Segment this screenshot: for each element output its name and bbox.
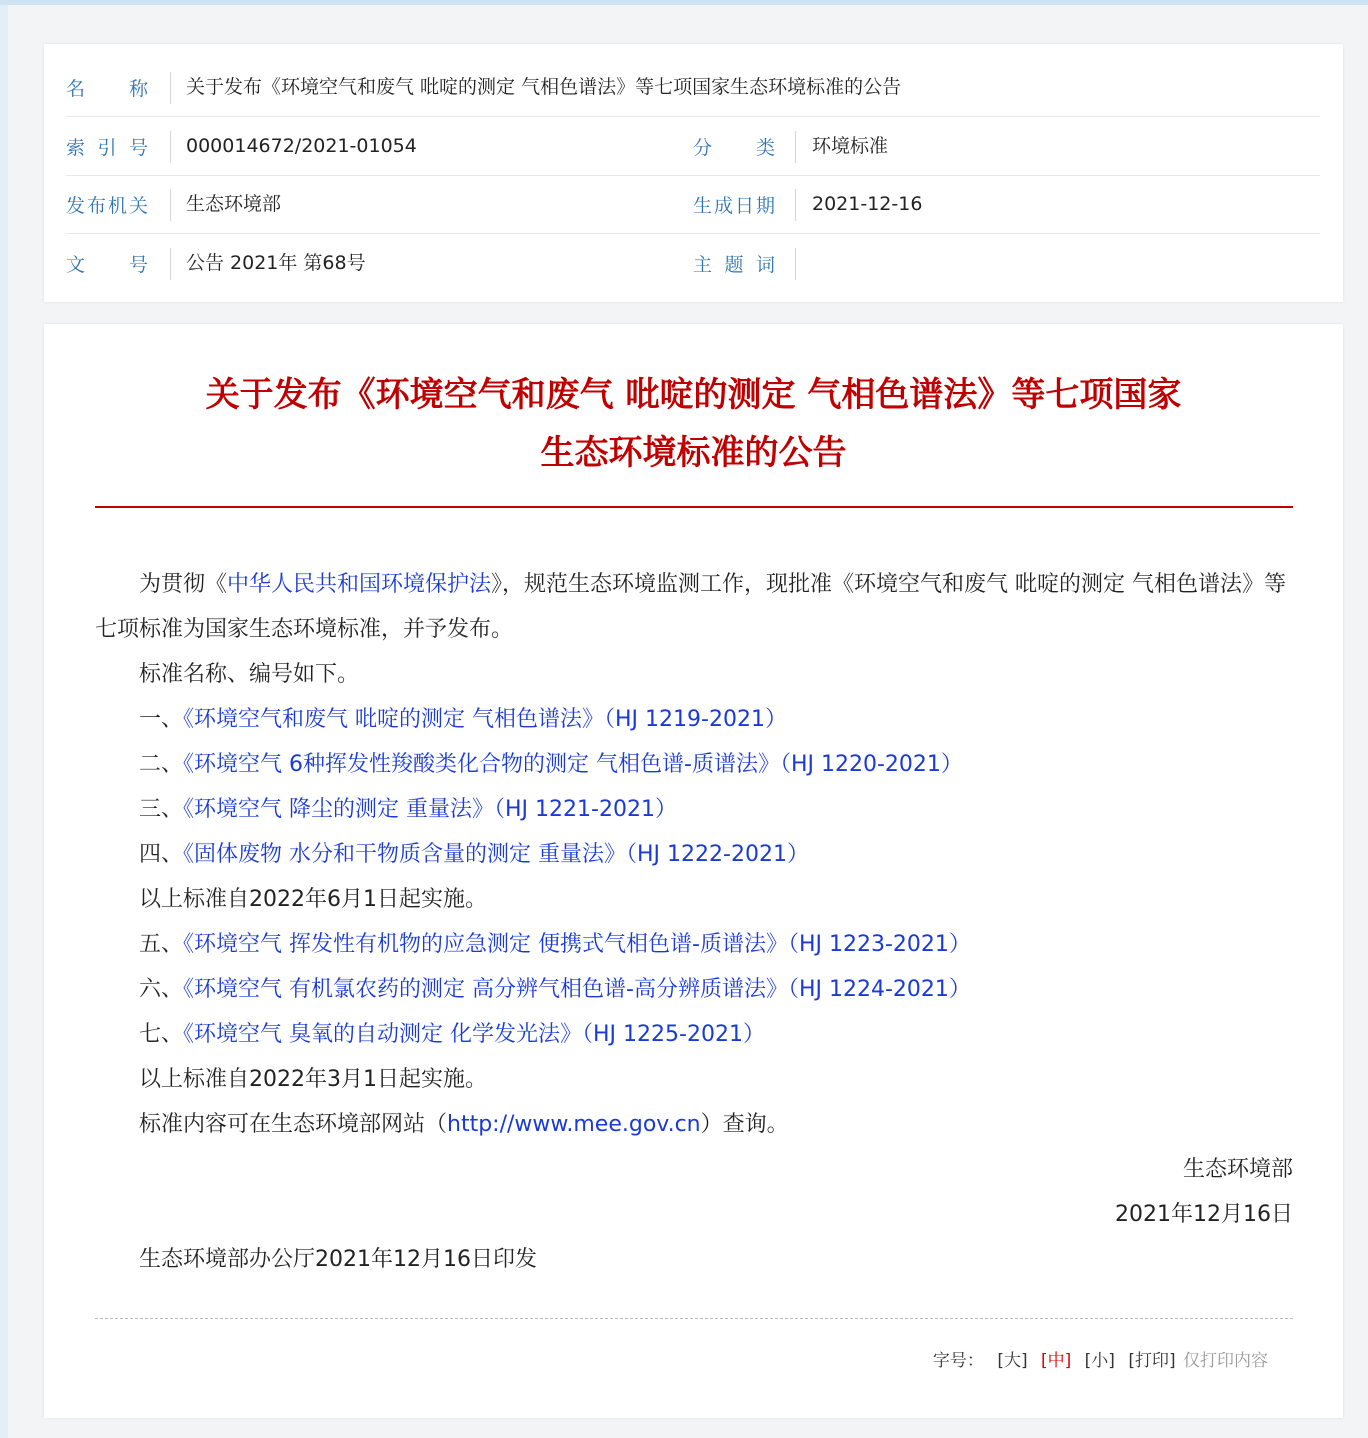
standard-link[interactable]: 《环境空气 有机氯农药的测定 高分辨气相色谱-高分辨质谱法》（HJ 1224-2021） (183, 977, 971, 1002)
font-size-toolbar (933, 1346, 1268, 1371)
article-body (95, 562, 1293, 1282)
standard-link[interactable]: 《环境空气 挥发性有机物的应急测定 便携式气相色谱-质谱法》（HJ 1223-2021） (183, 932, 971, 957)
name-label: 名 称 (66, 78, 148, 100)
publisher-value: 生态环境部 (186, 193, 282, 215)
standard-number: 六、 (139, 977, 184, 1002)
index-label: 索 引 号 (66, 137, 148, 159)
divider (795, 189, 796, 221)
article-title-line-1: 关于发布《环境空气和废气 吡啶的测定 气相色谱法》等七项国家 (205, 375, 1182, 415)
standard-item (95, 787, 1293, 832)
standard-item (95, 967, 1293, 1012)
font-large-button[interactable]: [大] (997, 1351, 1028, 1371)
environmental-law-link[interactable]: 中华人民共和国环境保护法 (227, 572, 492, 597)
category-value: 环境标准 (812, 135, 889, 157)
standard-item (95, 742, 1293, 787)
subject-label: 主 题 词 (693, 254, 775, 276)
standard-link[interactable]: 《固体废物 水分和干物质含量的测定 重量法》（HJ 1222-2021） (183, 842, 809, 867)
query-prefix: 标准内容可在生态环境部网站（ (139, 1112, 448, 1137)
date-label: 生成日期 (693, 195, 775, 217)
doc-no-label: 文 号 (66, 254, 148, 276)
standard-number: 一、 (139, 707, 184, 732)
standard-item (95, 832, 1293, 877)
standard-link[interactable]: 《环境空气 臭氧的自动测定 化学发光法》（HJ 1225-2021） (183, 1022, 765, 1047)
standard-item (95, 922, 1293, 967)
standard-item (95, 1012, 1293, 1057)
list-intro: 标准名称、编号如下。 (139, 662, 360, 687)
signature-org: 生态环境部 (1182, 1157, 1293, 1182)
intro-prefix: 为贯彻《 (139, 572, 228, 597)
left-accent-bar (0, 5, 8, 1438)
standard-item (95, 697, 1293, 742)
effective-date-note-1: 以上标准自2022年6月1日起实施。 (139, 887, 487, 912)
publisher-label: 发布机关 (66, 195, 148, 217)
standard-number: 五、 (139, 932, 184, 957)
article-card (44, 324, 1343, 1418)
effective-date-note-2: 以上标准自2022年3月1日起实施。 (139, 1067, 487, 1092)
font-size-label: 字号： (932, 1351, 984, 1371)
doc-no-value: 公告 2021年 第68号 (186, 252, 366, 274)
standard-number: 四、 (139, 842, 184, 867)
intro-paragraph (95, 562, 1293, 652)
date-value: 2021-12-16 (812, 193, 923, 215)
query-suffix: ）查询。 (700, 1112, 789, 1137)
info-row-docno (66, 234, 1320, 292)
standard-link[interactable]: 《环境空气 6种挥发性羧酸类化合物的测定 气相色谱-质谱法》（HJ 1220-2021） (183, 752, 963, 777)
signature-date: 2021年12月16日 (1115, 1202, 1293, 1227)
footer-divider (95, 1318, 1293, 1319)
intro-suffix: 》，规范生态环境监测工作，现批准《环境空气和废气 吡啶的测定 气相色谱法》等七项标准为国家生态环境标准，并予发布。 (95, 572, 1287, 642)
standard-link[interactable]: 《环境空气 降尘的测定 重量法》（HJ 1221-2021） (183, 797, 677, 822)
print-content-only-button[interactable]: 仅打印内容 (1183, 1351, 1268, 1371)
document-info-table (44, 44, 1343, 302)
top-accent-bar (0, 0, 1368, 5)
divider (170, 189, 171, 221)
index-value: 000014672/2021-01054 (186, 135, 417, 157)
divider (170, 131, 171, 163)
divider (795, 248, 796, 280)
article-title-line-2: 生态环境标准的公告 (540, 433, 847, 473)
mee-website-link[interactable]: http://www.mee.gov.cn (447, 1112, 701, 1137)
standard-number: 七、 (139, 1022, 184, 1047)
info-row-publisher (66, 175, 1320, 234)
issued-note: 生态环境部办公厅2021年12月16日印发 (139, 1247, 537, 1272)
font-small-button[interactable]: [小] (1084, 1351, 1115, 1371)
divider (170, 72, 171, 104)
print-button[interactable]: [打印] (1128, 1351, 1176, 1371)
info-row-name (66, 58, 1320, 117)
query-paragraph (95, 1102, 1293, 1147)
article-title (44, 366, 1343, 482)
standard-number: 二、 (139, 752, 184, 777)
divider (170, 248, 171, 280)
category-label: 分 类 (693, 137, 775, 159)
info-row-index (66, 117, 1320, 176)
font-medium-button[interactable]: [中] (1040, 1351, 1072, 1371)
standard-number: 三、 (139, 797, 184, 822)
divider (795, 131, 796, 163)
standard-link[interactable]: 《环境空气和废气 吡啶的测定 气相色谱法》（HJ 1219-2021） (183, 707, 787, 732)
name-value: 关于发布《环境空气和废气 吡啶的测定 气相色谱法》等七项国家生态环境标准的公告 (186, 76, 902, 98)
title-divider (95, 506, 1293, 508)
